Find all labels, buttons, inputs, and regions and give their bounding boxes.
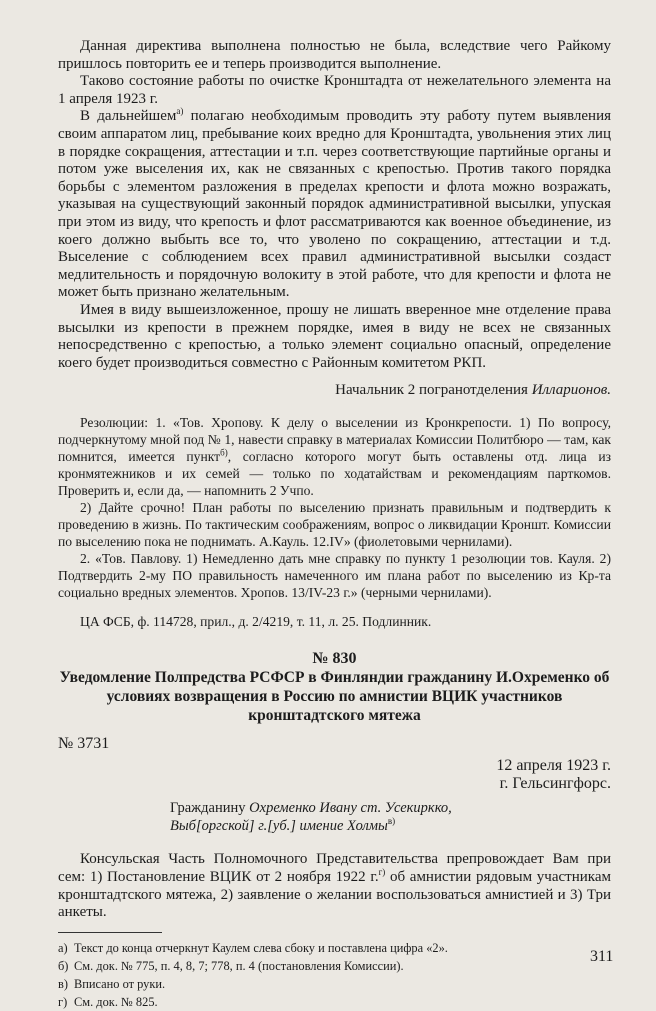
resolution-3: 2. «Тов. Павлову. 1) Немедленно дать мне справку по пункту 1 резолюции тов. Кауля. 2) Подтвердить 2-му ПО правильность намеченного им плана работ по выселению из Кр-та социально вредных элементов. Хропов. 13/IV-23 г.» (черными чернилами). — [58, 550, 611, 600]
footnote-b — [58, 957, 611, 975]
resolutions-block — [58, 414, 611, 601]
resolution-1-start: Резолюции: 1. «Тов. Хропову. К делу о выселении из Кронкрепости. 1) По вопросу, подчеркнутому мной под № 1, навести справку в материалах Комиссии Политбюро — там, как помнится, имеется пункт — [58, 414, 611, 464]
consular-start: Консульская Часть Полномочного Представительства препровождает Вам при сем: 1) Постановление ВЦИК от 2 ноября 1922 г. — [58, 851, 611, 886]
paragraph-status: Таково состояние работы по очистке Кронштадта от нежелательного элемента на 1 апреля 1923 г. — [58, 73, 611, 107]
footnote-v — [58, 975, 611, 993]
document-title: Уведомление Полпредства РСФСР в Финляндии гражданину И.Охременко об условиях возвращения в Россию по амнистии ВЦИК участников кронштадтского мятежа — [59, 669, 610, 725]
proposal-start: В дальнейшем — [80, 108, 177, 125]
resolution-1-rest: , согласно которого могут быть оставлены отд. лица из кронмятежников и их семей — только по ходатайствам и рекомендациям парткомов. Проверить и, если да, — напомнить 2 Учпо. — [58, 448, 611, 498]
page-number: 311 — [590, 948, 614, 965]
footnote-ref-b: б) — [220, 447, 228, 458]
footnote-ref-a: а) — [176, 106, 184, 117]
footnote-a-mark: а) — [58, 940, 68, 955]
document-date: 12 апреля 1923 г. — [496, 757, 611, 775]
page-body — [58, 38, 614, 1011]
footnote-a — [58, 939, 611, 957]
footnote-g — [58, 993, 611, 1011]
footnote-g-mark: г) — [58, 994, 68, 1009]
addressee-line-2 — [170, 817, 611, 835]
signature-name: Илларионов. — [531, 382, 611, 399]
addressee-name: Охременко Ивану ст. Усекиркко, — [249, 800, 452, 817]
document-number: № 830 — [312, 650, 357, 668]
resolution-1 — [58, 414, 611, 499]
footnote-v-mark: в) — [58, 976, 68, 991]
paragraph-proposal — [58, 108, 611, 302]
addressee-prefix: Гражданину — [170, 800, 250, 817]
footnote-g-text: См. док. № 825. — [74, 994, 158, 1009]
paragraph-request: Имея в виду вышеизложенное, прошу не лишать вверенное мне отделение права высылки из крепости в прежнем порядке, имея в виду не всех не связанных непосредственно с крепостью, а только элемент социально опасный, определение коего будет производиться совместно с Районным комитетом РКП. — [58, 301, 611, 371]
footnote-ref-g: г) — [378, 867, 386, 878]
addressee-line-1 — [170, 799, 611, 817]
signature-title: Начальник 2 погранотделения — [335, 382, 532, 399]
outgoing-number: № 3731 — [58, 735, 110, 753]
addressee-place: Выб[оргской] г.[уб.] имение Холмы — [170, 818, 388, 835]
footnote-a-text: Текст до конца отчеркнут Каулем слева сбоку и поставлена цифра «2». — [74, 940, 448, 955]
footnote-b-mark: б) — [58, 958, 69, 973]
signature-line — [58, 382, 611, 400]
footnote-ref-v: в) — [387, 816, 396, 827]
footnote-b-text: См. док. № 775, п. 4, 8, 7; 778, п. 4 (постановления Комиссии). — [74, 958, 404, 973]
document-place: г. Гельсингфорс. — [499, 775, 611, 793]
resolution-2: 2) Дайте срочно! План работы по выселению признать правильным и подтвердить к проведению в жизнь. По тактическим соображениям, вопрос о ликвидации Кроншт. Комиссии по выселению пока не поднимать. А.Кауль. 12.IV» (фиолетовыми чернилами). — [58, 499, 611, 549]
proposal-rest: полагаю необходимым проводить эту работу путем выявления своим аппаратом лиц, пребывание коих вредно для Кронштадта, увольнения этих лиц в порядке сокращения, аттестации и т.п. через соответствующие партийные органы и потом уже выселения их, как не связанных с крепостью. Против такого порядка борьбы с элементом разложения в пределах крепости и флота можно возражать, указывая на существующий законный порядок административной высылки, упуская при этом из виду, что крепость и флот рассматриваются как военное объединение, из коего должно выбыть все то, что уволено по сокращению, аттестации и т.д. Выселение с соблюдением всех правил административной высылки создаст медлительность и порядочную волокиту в этой работе, что для крепости и флота не может быть признано желательным. — [58, 108, 611, 301]
addressee — [170, 799, 611, 835]
paragraph-directive: Данная директива выполнена полностью не была, вследствие чего Райкому пришлось повторить ее и теперь производится выполнение. — [58, 38, 611, 72]
footnote-v-text: Вписано от руки. — [74, 976, 166, 991]
footnote-divider — [58, 932, 162, 933]
consular-rest: об амнистии рядовым участникам кронштадтского мятежа, 2) заявление о желании воспользоваться амнистией и 3) Три анкеты. — [58, 869, 611, 921]
archive-source: ЦА ФСБ, ф. 114728, прил., д. 2/4219, т. 11, л. 25. Подлинник. — [80, 613, 432, 629]
paragraph-consular — [58, 851, 611, 921]
